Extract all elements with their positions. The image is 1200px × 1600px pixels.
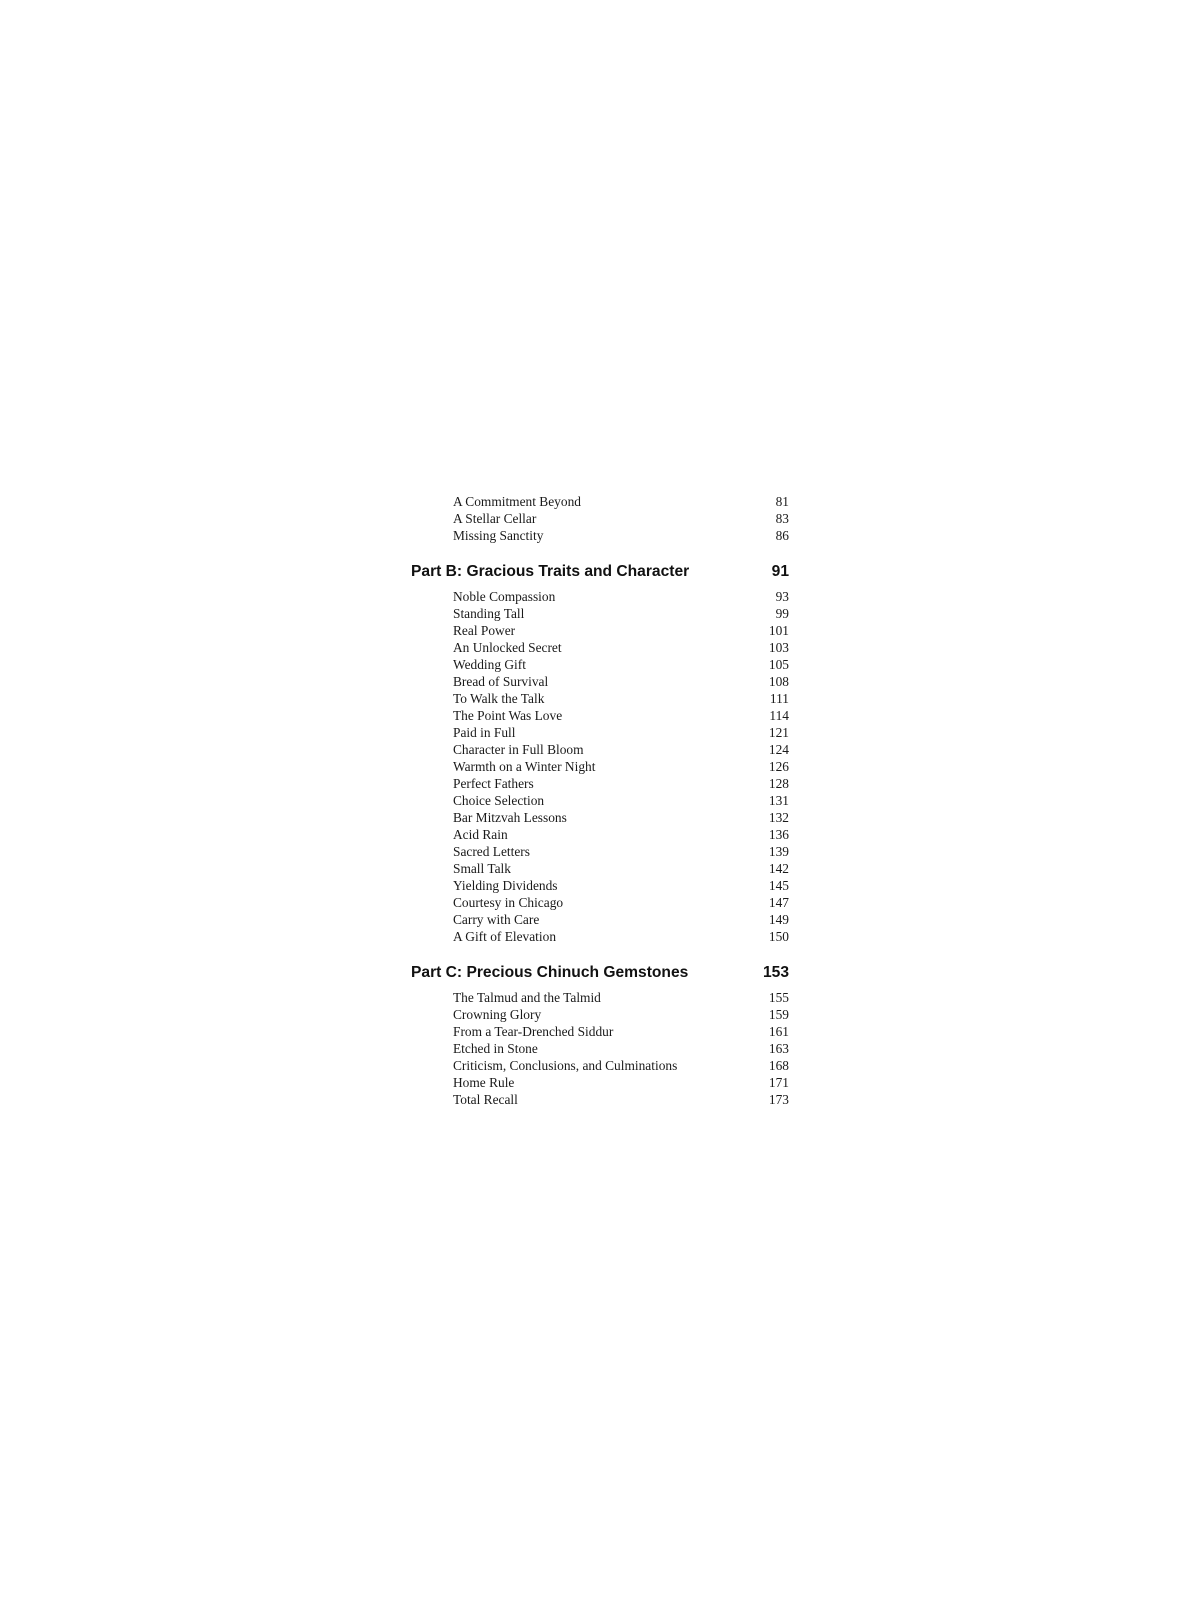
toc-entry-page: 168	[768, 1058, 789, 1073]
toc-entry-title: Total Recall	[453, 1092, 518, 1107]
toc-entry-title: Carry with Care	[453, 912, 540, 927]
part-page: 91	[771, 563, 789, 580]
toc-entry-page: 161	[768, 1024, 789, 1039]
toc-entry	[411, 843, 789, 860]
toc-entry-title: To Walk the Talk	[453, 691, 545, 706]
toc-entry-page: 101	[768, 623, 789, 638]
toc-entry-page: 83	[775, 511, 789, 526]
toc-entry	[411, 928, 789, 945]
toc-entry	[411, 527, 789, 544]
toc-entry-title: Real Power	[453, 623, 516, 638]
toc-entry-page: 147	[768, 895, 789, 910]
toc-entry-title: Crowning Glory	[453, 1007, 542, 1022]
toc-entry-title: Criticism, Conclusions, and Culminations	[453, 1058, 678, 1073]
toc-entry-page: 150	[768, 929, 789, 944]
toc-entry-page: 131	[768, 793, 789, 808]
table-of-contents	[411, 493, 789, 1108]
toc-entry	[411, 639, 789, 656]
toc-entry-title: Character in Full Bloom	[453, 742, 584, 757]
toc-entry	[411, 911, 789, 928]
toc-entry-page: 108	[768, 674, 789, 689]
toc-entry	[411, 622, 789, 639]
toc-entry	[411, 1091, 789, 1108]
part-heading-c	[411, 962, 789, 984]
toc-entry-title: A Commitment Beyond	[453, 494, 581, 509]
toc-entry-title: Home Rule	[453, 1075, 515, 1090]
toc-entry-page: 173	[768, 1092, 789, 1107]
toc-entry	[411, 724, 789, 741]
toc-entry	[411, 989, 789, 1006]
toc-entry-page: 132	[768, 810, 789, 825]
part-title: Part B: Gracious Traits and Character	[411, 563, 690, 580]
part-c-entries	[411, 989, 789, 1108]
toc-entry-title: Wedding Gift	[453, 657, 526, 672]
toc-entry	[411, 510, 789, 527]
toc-entry	[411, 758, 789, 775]
toc-entry-title: The Talmud and the Talmid	[453, 990, 601, 1005]
toc-entry	[411, 809, 789, 826]
toc-entry-page: 145	[768, 878, 789, 893]
toc-entry	[411, 877, 789, 894]
toc-entry-page: 149	[768, 912, 789, 927]
toc-entry-page: 86	[775, 528, 789, 543]
toc-entry-title: An Unlocked Secret	[453, 640, 562, 655]
toc-entry	[411, 860, 789, 877]
toc-entry	[411, 1040, 789, 1057]
toc-entry	[411, 792, 789, 809]
toc-entry	[411, 1074, 789, 1091]
toc-entry	[411, 588, 789, 605]
toc-entry-title: Bar Mitzvah Lessons	[453, 810, 567, 825]
toc-entry	[411, 707, 789, 724]
toc-entry	[411, 1006, 789, 1023]
toc-entry	[411, 741, 789, 758]
toc-entry-page: 142	[768, 861, 789, 876]
toc-entry	[411, 894, 789, 911]
part-page: 153	[762, 964, 789, 981]
toc-entry-page: 93	[775, 589, 789, 604]
toc-entry-page: 81	[775, 494, 789, 509]
toc-entry	[411, 1057, 789, 1074]
toc-entry-title: Acid Rain	[453, 827, 508, 842]
toc-entry-title: A Gift of Elevation	[453, 929, 557, 944]
toc-entry-page: 126	[768, 759, 789, 774]
toc-entry-title: Etched in Stone	[453, 1041, 538, 1056]
toc-entry-page: 159	[768, 1007, 789, 1022]
toc-entry-title: From a Tear-Drenched Siddur	[453, 1024, 614, 1039]
toc-entry-title: Choice Selection	[453, 793, 545, 808]
toc-entry	[411, 605, 789, 622]
toc-entry-page: 139	[768, 844, 789, 859]
toc-entry-title: The Point Was Love	[453, 708, 563, 723]
toc-entry-page: 121	[768, 725, 789, 740]
toc-entry-page: 111	[769, 691, 789, 706]
toc-entry	[411, 493, 789, 510]
toc-entry-title: Yielding Dividends	[453, 878, 558, 893]
toc-entry-title: Missing Sanctity	[453, 528, 544, 543]
toc-entry-page: 136	[768, 827, 789, 842]
part-heading-b	[411, 561, 789, 583]
lead-entries	[411, 493, 789, 544]
toc-entry	[411, 826, 789, 843]
toc-entry	[411, 656, 789, 673]
toc-entry-page: 124	[768, 742, 789, 757]
toc-entry-title: A Stellar Cellar	[453, 511, 537, 526]
toc-entry-title: Standing Tall	[453, 606, 525, 621]
toc-entry-page: 171	[768, 1075, 789, 1090]
toc-entry-title: Perfect Fathers	[453, 776, 534, 791]
toc-entry	[411, 673, 789, 690]
toc-entry-title: Small Talk	[453, 861, 511, 876]
toc-entry-page: 128	[768, 776, 789, 791]
toc-entry-title: Noble Compassion	[453, 589, 556, 604]
toc-entry	[411, 1023, 789, 1040]
toc-entry-page: 99	[775, 606, 789, 621]
toc-entry	[411, 690, 789, 707]
toc-entry-page: 163	[768, 1041, 789, 1056]
toc-entry-title: Warmth on a Winter Night	[453, 759, 596, 774]
part-title: Part C: Precious Chinuch Gemstones	[411, 964, 689, 981]
toc-entry-page: 105	[768, 657, 789, 672]
toc-entry-title: Sacred Letters	[453, 844, 530, 859]
toc-entry-title: Bread of Survival	[453, 674, 549, 689]
toc-entry-title: Courtesy in Chicago	[453, 895, 564, 910]
part-b-entries	[411, 588, 789, 945]
toc-entry-page: 155	[768, 990, 789, 1005]
toc-entry	[411, 775, 789, 792]
toc-entry-page: 114	[769, 708, 789, 723]
toc-entry-title: Paid in Full	[453, 725, 516, 740]
toc-entry-page: 103	[768, 640, 789, 655]
